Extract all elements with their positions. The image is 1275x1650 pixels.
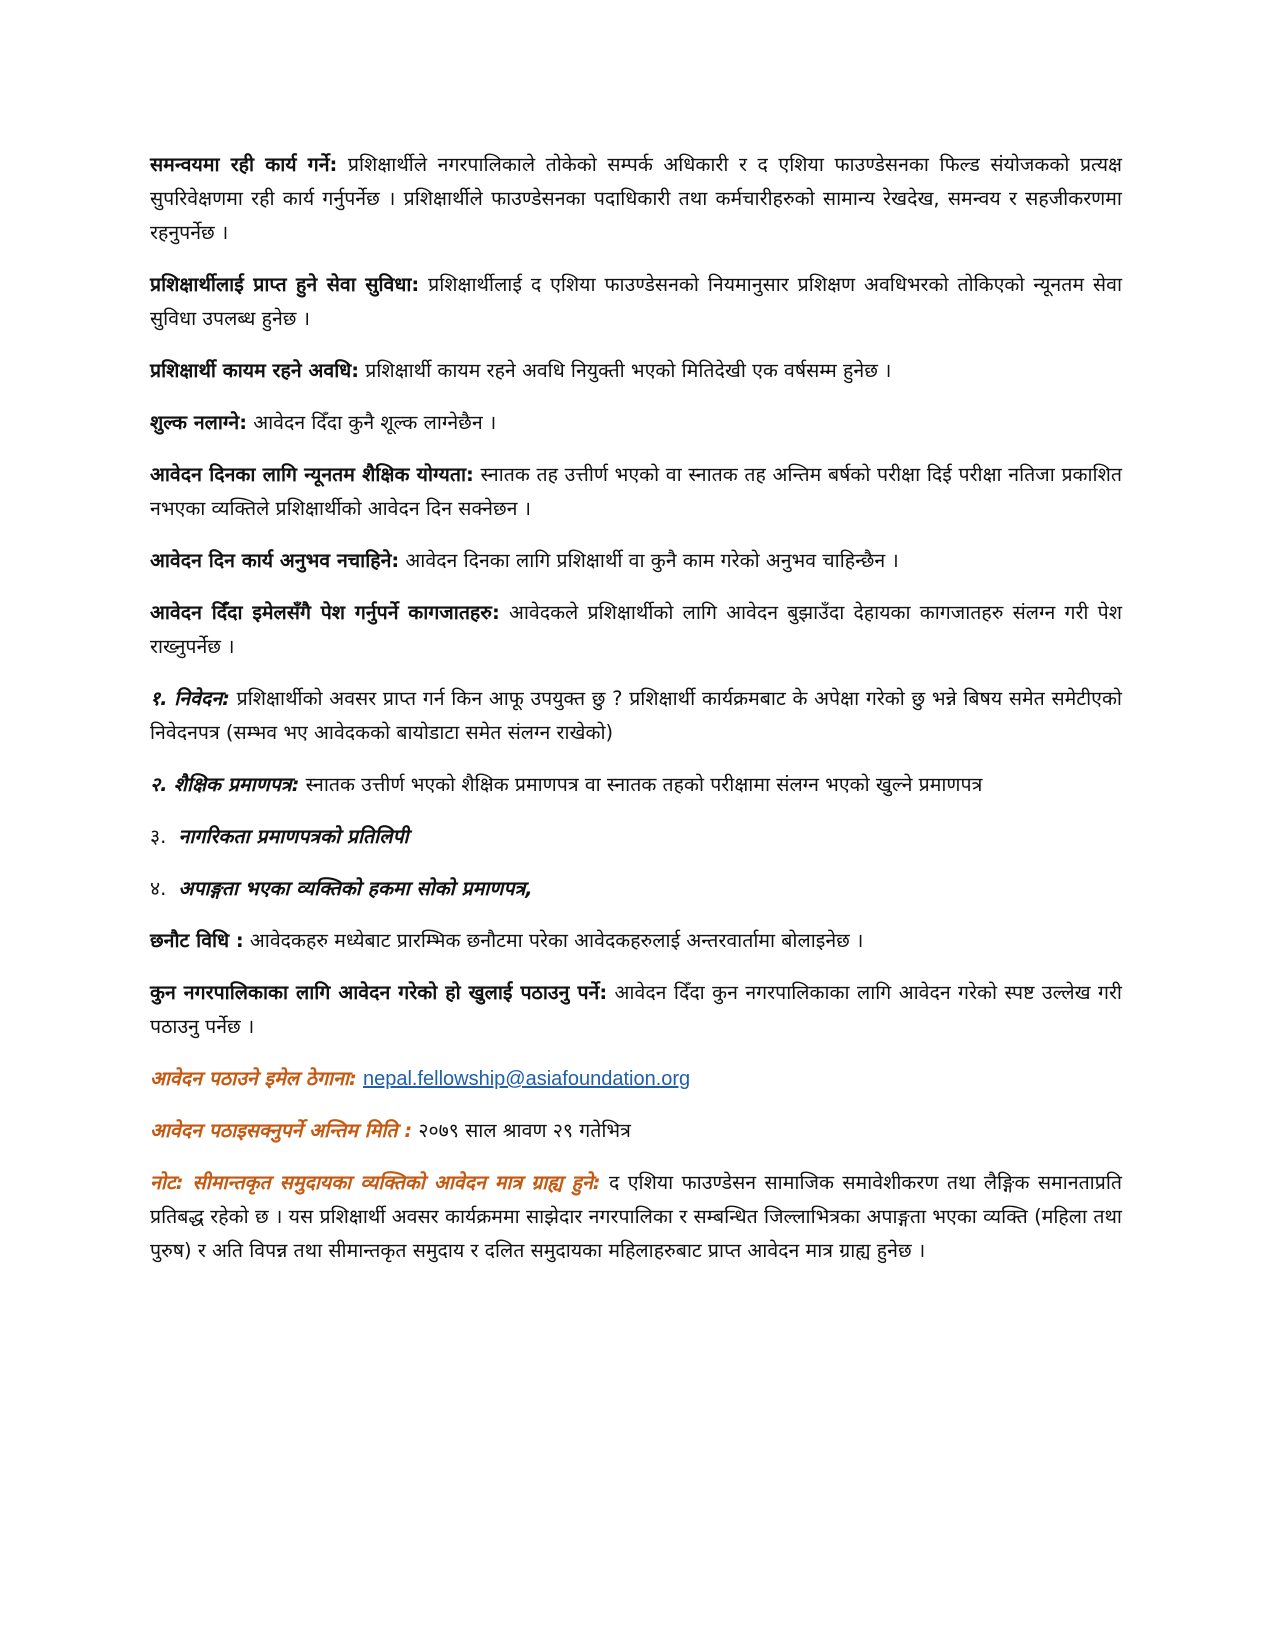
fee-text: आवेदन दिँदा कुनै शूल्क लाग्नेछैन । bbox=[247, 411, 497, 434]
doc-list-heading: नागरिकता प्रमाणपत्रको प्रतिलिपी bbox=[178, 825, 409, 848]
selection-paragraph bbox=[150, 924, 1122, 958]
email-link[interactable]: nepal.fellowship@asiafoundation.org bbox=[362, 1068, 691, 1090]
deadline-heading: आवेदन पठाइसक्नुपर्ने अन्तिम मिति : bbox=[150, 1119, 413, 1142]
deadline-paragraph bbox=[150, 1114, 1122, 1148]
note-paragraph bbox=[150, 1166, 1122, 1268]
documents-paragraph bbox=[150, 596, 1122, 664]
doc-list-item bbox=[150, 682, 1122, 750]
facilities-text: प्रशिक्षार्थीलाई द एशिया फाउण्डेसनको नियमानुसार प्रशिक्षण अवधिभरको तोकिएको न्यूनतम सेवा सुविधा उपलब्ध हुनेछ । bbox=[150, 273, 1123, 330]
doc-list-heading: अपाङ्गता भएका व्यक्तिको हकमा सोको प्रमाणपत्र, bbox=[178, 877, 533, 900]
doc-list-number: २. bbox=[150, 773, 168, 796]
qualification-heading: आवेदन दिनका लागि न्यूनतम शैक्षिक योग्यता: bbox=[150, 463, 474, 486]
duration-text: प्रशिक्षार्थी कायम रहने अवधि नियुक्ती भएको मितिदेखी एक वर्षसम्म हुनेछ । bbox=[359, 359, 892, 382]
qualification-text: स्नातक तह उत्तीर्ण भएको वा स्नातक तह अन्तिम बर्षको परीक्षा दिई परीक्षा नतिजा प्रकाशित नभएका व्यक्तिले प्रशिक्षार्थीको आवेदन दिन सक्नेछन । bbox=[150, 463, 1122, 520]
doc-list-item bbox=[150, 768, 1122, 802]
doc-list-item bbox=[150, 820, 1122, 854]
doc-list-item bbox=[150, 872, 1122, 906]
facilities-heading: प्रशिक्षार्थीलाई प्राप्त हुने सेवा सुविधा: bbox=[150, 273, 420, 296]
doc-list-heading: निवेदन: bbox=[174, 687, 230, 710]
doc-list-number: १. bbox=[150, 687, 168, 710]
deadline-text: २०७९ साल श्रावण २९ गतेभित्र bbox=[412, 1119, 631, 1142]
doc-list-number: ४. bbox=[150, 877, 167, 900]
selection-text: आवेदकहरु मध्येबाट प्रारम्भिक छनौटमा परेका आवेदकहरुलाई अन्तरवार्तामा बोलाइनेछ । bbox=[243, 929, 864, 952]
experience-heading: आवेदन दिन कार्य अनुभव नचाहिने: bbox=[150, 549, 400, 572]
doc-list-heading: शैक्षिक प्रमाणपत्र: bbox=[173, 773, 300, 796]
duration-paragraph bbox=[150, 354, 1122, 388]
municipality-heading: कुन नगरपालिकाका लागि आवेदन गरेको हो खुलाई पठाउनु पर्ने: bbox=[150, 981, 608, 1004]
coordination-paragraph bbox=[150, 148, 1122, 250]
selection-heading: छनौट विधि : bbox=[150, 929, 244, 952]
experience-paragraph bbox=[150, 544, 1122, 578]
doc-list-number: ३. bbox=[150, 825, 167, 848]
qualification-paragraph bbox=[150, 458, 1122, 526]
fee-heading: शुल्क नलाग्ने: bbox=[150, 411, 248, 434]
facilities-paragraph bbox=[150, 268, 1122, 336]
documents-text: आवेदकले प्रशिक्षार्थीको लागि आवेदन बुझाउँदा देहायका कागजातहरु संलग्न गरी पेश राख्नुपर्नेछ । bbox=[150, 601, 1122, 658]
experience-text: आवेदन दिनका लागि प्रशिक्षार्थी वा कुनै काम गरेको अनुभव चाहिन्छैन । bbox=[399, 549, 899, 572]
email-heading: आवेदन पठाउने इमेल ठेगाना: bbox=[150, 1067, 357, 1090]
documents-heading: आवेदन दिँदा इमेलसँगै पेश गर्नुपर्ने कागजातहरु: bbox=[150, 601, 500, 624]
note-heading: नोट: सीमान्तकृत समुदायका व्यक्तिको आवेदन मात्र ग्राह्य हुने: bbox=[150, 1171, 601, 1194]
duration-heading: प्रशिक्षार्थी कायम रहने अवधि: bbox=[150, 359, 360, 382]
email-paragraph bbox=[150, 1062, 1122, 1096]
document-page bbox=[150, 148, 1122, 1286]
fee-paragraph bbox=[150, 406, 1122, 440]
coordination-heading: समन्वयमा रही कार्य गर्ने: bbox=[150, 153, 338, 176]
municipality-paragraph bbox=[150, 976, 1122, 1044]
doc-list-text: प्रशिक्षार्थीको अवसर प्राप्त गर्न किन आफू उपयुक्त छु ? प्रशिक्षार्थी कार्यक्रमबाट के अपेक्षा गरेको छु भन्ने बिषय समेत समेटीएको निवेदनपत्र (सम्भव भए आवेदकको बायोडाटा समेत संलग्न राखेको) bbox=[150, 687, 1122, 744]
coordination-text: प्रशिक्षार्थीले नगरपालिकाले तोकेको सम्पर्क अधिकारी र द एशिया फाउण्डेसनका फिल्ड संयोजकको प्रत्यक्ष सुपरिवेक्षणमा रही कार्य गर्नुपर्नेछ । प्रशिक्षार्थीले फाउण्डेसनका पदाधिकारी तथा कर्मचारीहरुको सामान्य रेखदेख, समन्वय र सहजीकरणमा रहनुपर्नेछ । bbox=[150, 153, 1122, 244]
note-text: द एशिया फाउण्डेसन सामाजिक समावेशीकरण तथा लैङ्गिक समानताप्रति प्रतिबद्ध रहेको छ । यस प्रशिक्षार्थी अवसर कार्यक्रममा साझेदार नगरपालिका र सम्बन्धित जिल्लाभित्रका अपाङ्गता भएका व्यक्ति (महिला तथा पुरुष) र अति विपन्न तथा सीमान्तकृत समुदाय र दलित समुदायका महिलाहरुबाट प्राप्त आवेदन मात्र ग्राह्य हुनेछ । bbox=[150, 1171, 1122, 1262]
doc-list-text: स्नातक उत्तीर्ण भएको शैक्षिक प्रमाणपत्र वा स्नातक तहको परीक्षामा संलग्न भएको खुल्ने प्रमाणपत्र bbox=[299, 773, 983, 796]
municipality-text: आवेदन दिँदा कुन नगरपालिकाका लागि आवेदन गरेको स्पष्ट उल्लेख गरी पठाउनु पर्नेछ । bbox=[150, 981, 1122, 1038]
